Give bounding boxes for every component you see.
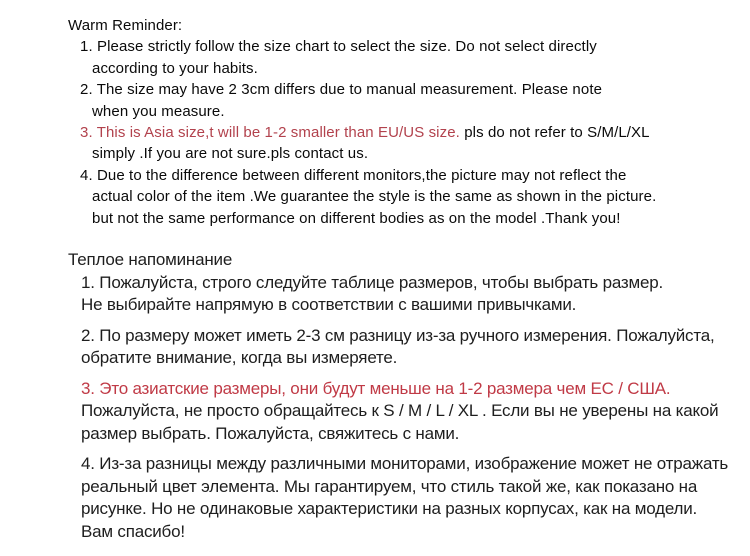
text-line: pls do not refer to S/M/L/XL bbox=[459, 124, 650, 142]
russian-title: Теплое напоминание bbox=[68, 250, 233, 270]
russian-item-3-line-2: Пожалуйста, не просто обращайтесь к S / M / L / XL . Если вы не уверены на какой bbox=[81, 401, 719, 421]
english-reminder-section bbox=[0, 0, 750, 229]
russian-item-2-line-1: 2. По размеру может иметь 2-3 см разницу из-за ручного измерения. Пожалуйста, bbox=[81, 325, 715, 345]
english-item-2-line-1 bbox=[80, 79, 750, 100]
russian-item-1-line-2: Не выбирайте напрямую в соответствии с вашими привычками. bbox=[81, 295, 577, 315]
russian-item-4 bbox=[68, 453, 750, 543]
text-line: 1. Please strictly follow the size chart to select the size. Do not select directly bbox=[80, 38, 597, 56]
english-item-1-line-2 bbox=[92, 58, 750, 79]
english-item-1-line-1 bbox=[80, 36, 750, 57]
english-title: Warm Reminder: bbox=[68, 17, 183, 34]
asia-size-warning-text-ru: 3. Это азиатские размеры, они будут меньше на 1-2 размера чем ЕС / США. bbox=[81, 378, 671, 398]
russian-reminder-section bbox=[0, 249, 750, 543]
english-item-3-line-1 bbox=[80, 122, 750, 143]
russian-item-3-line-3: размер выбрать. Пожалуйста, свяжитесь с нами. bbox=[81, 423, 460, 443]
russian-item-1-line-1: 1. Пожалуйста, строго следуйте таблице размеров, чтобы выбрать размер. bbox=[81, 272, 664, 292]
text-line: 2. The size may have 2 3cm differs due to manual measurement. Please note bbox=[80, 81, 603, 99]
russian-item-4-line-2: реальный цвет элемента. Мы гарантируем, что стиль такой же, как показано на bbox=[81, 476, 698, 496]
english-item-4-line-2 bbox=[92, 186, 750, 207]
text-line: when you measure. bbox=[92, 102, 225, 120]
russian-item-1 bbox=[68, 272, 750, 317]
english-item-4-line-1 bbox=[80, 165, 750, 186]
russian-item-2-line-2: обратите внимание, когда вы измеряете. bbox=[81, 348, 398, 368]
russian-item-3 bbox=[68, 378, 750, 446]
russian-item-2 bbox=[68, 325, 750, 370]
text-line: but not the same performance on different bodies as on the model .Thank you! bbox=[92, 209, 621, 227]
russian-item-4-line-3: рисунке. Но не одинаковые характеристики на разных корпусах, как на модели. bbox=[81, 499, 698, 519]
text-line: 4. Due to the difference between different monitors,the picture may not reflect the bbox=[80, 166, 627, 184]
text-line: actual color of the item .We guarantee the style is the same as shown in the picture. bbox=[92, 188, 657, 206]
text-line: simply .If you are not sure.pls contact us. bbox=[92, 145, 369, 163]
russian-item-4-line-4: Вам спасибо! bbox=[81, 521, 185, 541]
english-item-2-line-2 bbox=[92, 101, 750, 122]
text-line: according to your habits. bbox=[92, 59, 258, 77]
english-item-3-line-2 bbox=[92, 143, 750, 164]
asia-size-warning-text: 3. This is Asia size,t will be 1-2 smaller than EU/US size. bbox=[80, 124, 460, 142]
english-item-4-line-3 bbox=[92, 208, 750, 229]
russian-item-4-line-1: 4. Из-за разницы между различными мониторами, изображение может не отражать bbox=[81, 454, 729, 474]
